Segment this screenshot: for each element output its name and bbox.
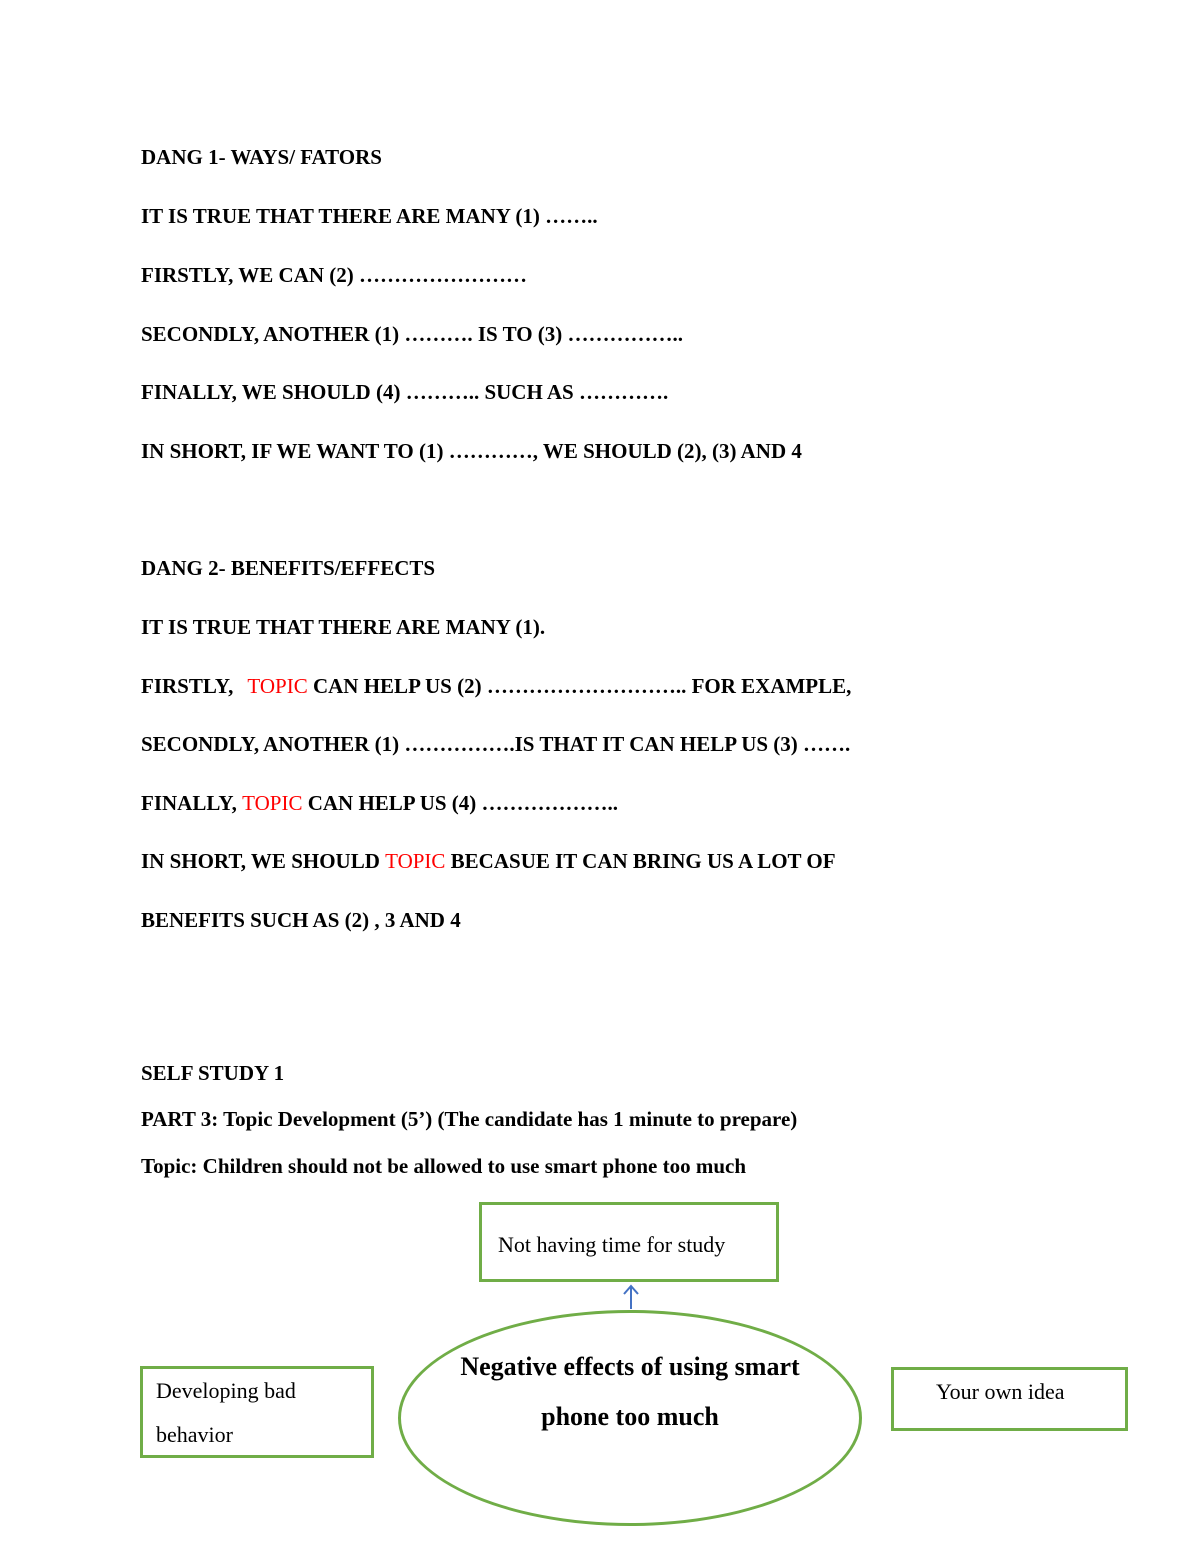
dang1-line-1: IT IS TRUE THAT THERE ARE MANY (1) …….. <box>141 204 598 228</box>
dang2-line-2-end: CAN HELP US (2) ……………………….. FOR EXAMPLE, <box>307 674 852 698</box>
mindmap-top-box <box>479 1202 779 1282</box>
dang2-line-2 <box>141 673 851 699</box>
dang1-line-2: FIRSTLY, WE CAN (2) …………………… <box>141 263 528 287</box>
mindmap-right-box <box>891 1367 1128 1431</box>
dang1-line-3: SECONDLY, ANOTHER (1) ………. IS TO (3) …………….. <box>141 322 684 346</box>
topic-line: Topic: Children should not be allowed to use smart phone too much <box>141 1154 747 1178</box>
dang2-line-2-start: FIRSTLY, <box>141 674 234 698</box>
topic-placeholder: TOPIC <box>385 849 446 873</box>
mindmap-left-box <box>140 1366 374 1458</box>
self-study-heading: SELF STUDY 1 <box>141 1061 285 1085</box>
mindmap-left-label: Developing bad behavior <box>156 1378 296 1447</box>
dang2-line-4-start: FINALLY, <box>141 791 243 815</box>
dang2-line-4-end: CAN HELP US (4) ……………….. <box>302 791 619 815</box>
mindmap-top-label: Not having time for study <box>498 1232 726 1257</box>
arrow-up-icon <box>622 1284 640 1310</box>
part-3-title: PART 3: Topic Development (5’) (The candidate has 1 minute to prepare) <box>141 1107 798 1131</box>
topic-placeholder: TOPIC <box>247 674 308 698</box>
dang1-heading: DANG 1- WAYS/ FATORS <box>141 145 382 169</box>
dang2-heading: DANG 2- BENEFITS/EFFECTS <box>141 556 436 580</box>
dang2-line-4 <box>141 790 618 816</box>
dang2-line-6: BENEFITS SUCH AS (2) , 3 AND 4 <box>141 908 461 932</box>
dang2-line-5 <box>141 848 836 874</box>
dang2-line-1: IT IS TRUE THAT THERE ARE MANY (1). <box>141 615 546 639</box>
topic-placeholder: TOPIC <box>242 791 303 815</box>
dang1-line-4: FINALLY, WE SHOULD (4) ……….. SUCH AS …………. <box>141 380 669 404</box>
mindmap-center-label: Negative effects of using smart phone too much <box>460 1352 800 1431</box>
mindmap-right-label: Your own idea <box>936 1379 1065 1404</box>
dang1-line-5: IN SHORT, IF WE WANT TO (1) …………, WE SHOULD (2), (3) AND 4 <box>141 439 802 463</box>
dang2-line-3: SECONDLY, ANOTHER (1) …………….IS THAT IT CAN HELP US (3) ……. <box>141 732 851 756</box>
dang2-line-5-start: IN SHORT, WE SHOULD <box>141 849 386 873</box>
dang2-line-5-end: BECASUE IT CAN BRING US A LOT OF <box>445 849 836 873</box>
